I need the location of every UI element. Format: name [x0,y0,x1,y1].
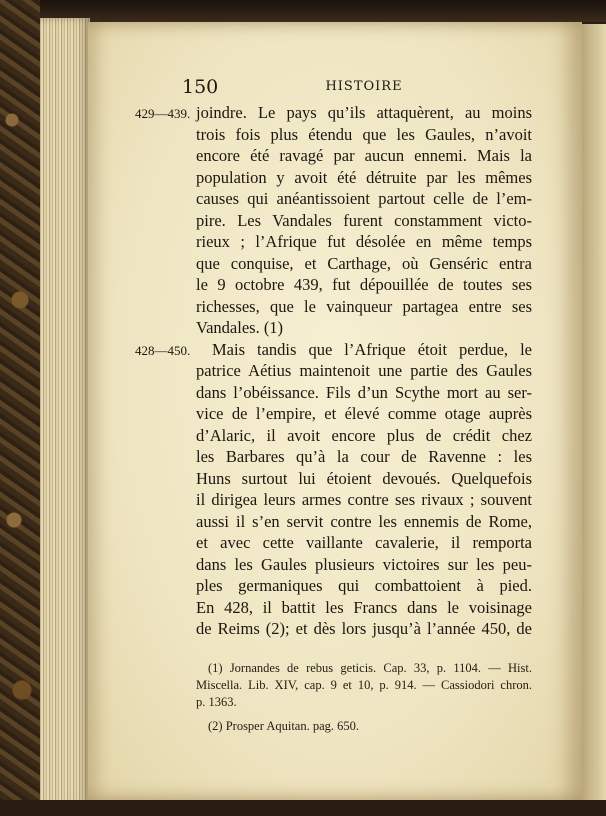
footnote-line: p. 1363. [196,695,237,709]
text-line: dans l’obéissance. Fils d’un Scythe mort au ser- [196,382,532,402]
text-line: que conquise, et Carthage, où Genséric entra [196,253,532,273]
footnote-line: (1) Jornandes de rebus geticis. Cap. 33, p. 1104. — Hist. [208,661,532,675]
page-header [182,76,532,98]
footnote-line: Miscella. Lib. XIV, cap. 9 et 10, p. 914. — Cassiodori chron. [196,678,532,692]
book-cover-top [0,0,606,22]
text-line: En 428, il battit les Francs dans le voisinage [196,597,532,617]
text-line: causes qui anéantissoient partout celle de l’em- [196,189,532,208]
text-line: joindre. Le pays qu’ils attaquèrent, au moins [196,103,532,122]
text-line: Mais tandis que l’Afrique étoit perdue, le [212,339,532,359]
text-line: il dirigea leurs armes contre ses rivaux ; souvent [196,490,532,509]
text-line: ples germaniques qui combattoient à pied. [196,576,532,595]
text-line: dans les Gaules plusieurs victoires sur les peu- [196,554,532,574]
text-line: les Barbares qu’à la cour de Ravenne : les [196,447,532,466]
text-line: Huns surtout lui étoient devoués. Quelquefois [196,468,532,488]
text-line: vice de l’empire, et élevé comme otage auprès [196,404,532,423]
text-line: rieux ; l’Afrique fut désolée en même temps [196,232,532,251]
text-line: patrice Aétius maintenoit une partie des Gaules [196,361,532,380]
text-line: aussi il s’en servit contre les ennemis de Rome, [196,511,532,531]
page-edges [40,18,90,808]
text-line: et avec cette vaillante cavalerie, il remporta [196,533,532,552]
text-line: richesses, que le vainqueur partagea entre ses [196,296,532,316]
text-line: population y avoit été détruite par les mêmes [196,167,532,187]
marbled-cover [0,0,40,816]
facing-page-edge [582,24,606,800]
text-line: d’Alaric, il avoit encore plus de crédit chez [196,425,532,445]
margin-date: 429—439. [135,106,191,121]
book-bottom-shadow [0,800,606,816]
margin-date: 428—450. [135,342,191,358]
footnote-line: (2) Prosper Aquitan. pag. 650. [208,719,360,733]
running-head: HISTOIRE [325,79,403,94]
text-line: trois fois plus étendu que les Gaules, n’avoit [196,124,532,144]
text-line: pire. Les Vandales furent constamment victo- [196,210,532,230]
page-number: 150 [182,76,219,98]
text-line: de Reims (2); et dès lors jusqu’à l’année 450, de [196,619,532,638]
text-line: le 9 octobre 439, fut dépouillée de toutes ses [196,275,532,294]
text-line: Vandales. (1) [196,318,284,337]
text-line: encore été ravagé par aucun ennemi. Mais la [196,146,532,165]
